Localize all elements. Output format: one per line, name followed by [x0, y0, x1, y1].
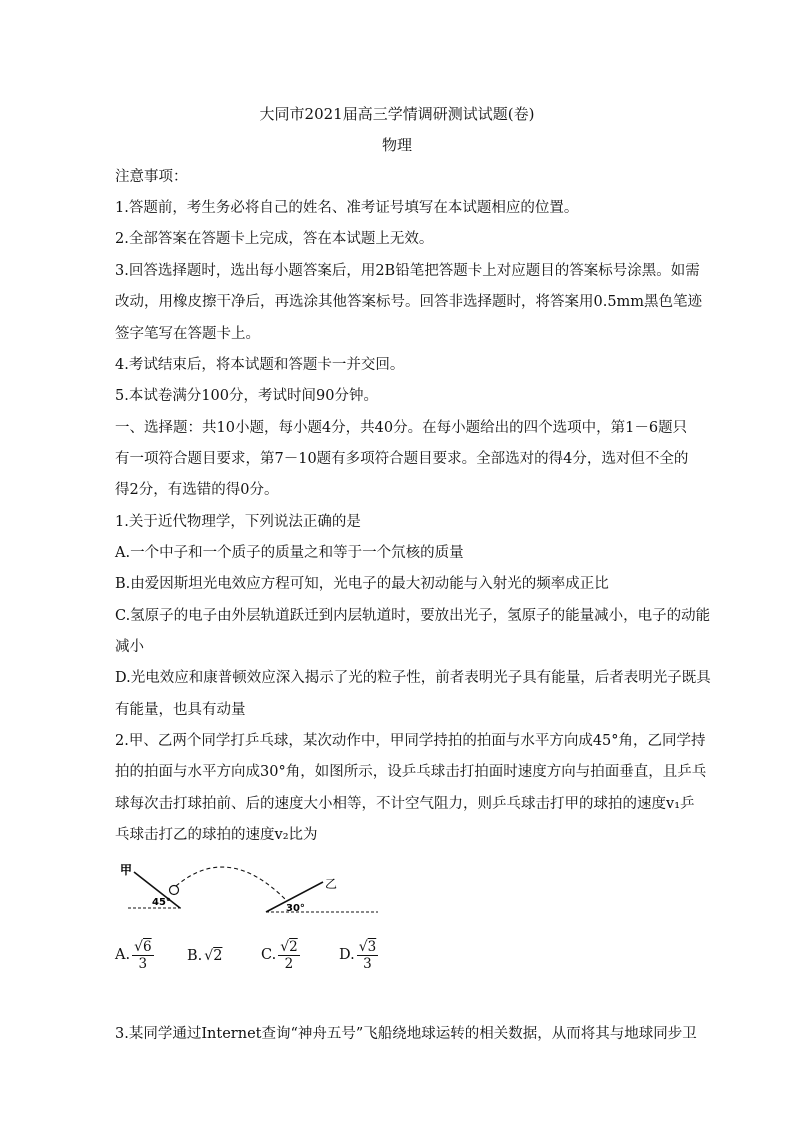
note-line: 签字笔写在答题卡上。 [115, 326, 260, 342]
question-1-option-d: D.光电效应和康普顿效应深入揭示了光的粒子性，前者表明光子具有能量，后者表明光子既具 [115, 670, 711, 686]
question-2-stem: 球每次击打球拍前、后的速度大小相等，不计空气阻力，则乒乓球击打甲的球拍的速度v₁乒 [115, 796, 695, 812]
question-2-choices [115, 940, 515, 990]
note-line: 改动，用橡皮擦干净后，再选涂其他答案标号。回答非选择题时，将答案用0.5mm黑色笔迹 [115, 294, 703, 310]
question-1-option-d-cont: 有能量，也具有动量 [115, 702, 246, 718]
table-tennis-figure [118, 852, 378, 922]
label-yi: 乙 [325, 877, 338, 891]
note-line: 3.回答选择题时，选出每小题答案后，用2B铅笔把答题卡上对应题目的答案标号涂黑。如需 [115, 263, 700, 279]
section-instruction: 一、选择题：共10小题，每小题4分，共40分。在每小题给出的四个选项中，第1－6题只 [115, 420, 688, 436]
question-2-stem: 拍的拍面与水平方向成30°角，如图所示，设乒乓球击打拍面时速度方向与拍面垂直，且乒乓 [115, 764, 707, 780]
angle-yi: 30° [286, 903, 305, 914]
ball [170, 886, 179, 895]
question-2-stem: 乓球击打乙的球拍的速度v₂比为 [115, 827, 318, 843]
note-line: 4.考试结束后，将本试题和答题卡一并交回。 [115, 357, 405, 373]
exam-subject: 物理 [381, 136, 412, 154]
question-2-stem: 2.甲、乙两个同学打乒乓球，某次动作中，甲同学持拍的拍面与水平方向成45°角，乙同学持 [115, 733, 706, 749]
note-line: 2.全部答案在答题卡上完成，答在本试题上无效。 [115, 231, 434, 247]
exam-title: 大同市2021届高三学情调研测试试题(卷) [259, 105, 535, 123]
label-jia: 甲 [120, 863, 133, 877]
section-instruction: 得2分，有选错的得0分。 [115, 482, 279, 498]
section-instruction: 有一项符合题目要求，第7－10题有多项符合题目要求。全部选对的得4分，选对但不全的 [115, 451, 689, 467]
ball-trajectory [176, 867, 286, 900]
choice-d: D. $\frac{√3}{3}$ [339, 939, 377, 972]
choice-c: C. $\frac{√2}{2}$ [261, 939, 298, 972]
choice-a: A. $\frac{√6}{3}$ [115, 939, 152, 972]
note-line: 5.本试卷满分100分，考试时间90分钟。 [115, 388, 378, 404]
question-1-option-c-cont: 减小 [115, 639, 144, 655]
question-1-option-c: C.氢原子的电子由外层轨道跃迁到内层轨道时，要放出光子，氢原子的能量减小，电子的动能 [115, 608, 711, 624]
question-3-stem: 3.某同学通过Internet查询“神舟五号”飞船绕地球运转的相关数据，从而将其与地球同步卫 [115, 1026, 697, 1042]
question-1-option-b: B.由爱因斯坦光电效应方程可知，光电子的最大初动能与入射光的频率成正比 [115, 576, 609, 592]
angle-jia: 45° [152, 897, 171, 908]
choice-b: B. √ 2 [187, 948, 223, 964]
note-line: 1.答题前，考生务必将自己的姓名、准考证号填写在本试题相应的位置。 [115, 200, 579, 216]
question-1-stem: 1.关于近代物理学，下列说法正确的是 [115, 514, 361, 530]
notes-heading: 注意事项： [115, 169, 188, 185]
question-1-option-a: A.一个中子和一个质子的质量之和等于一个氘核的质量 [115, 545, 464, 561]
